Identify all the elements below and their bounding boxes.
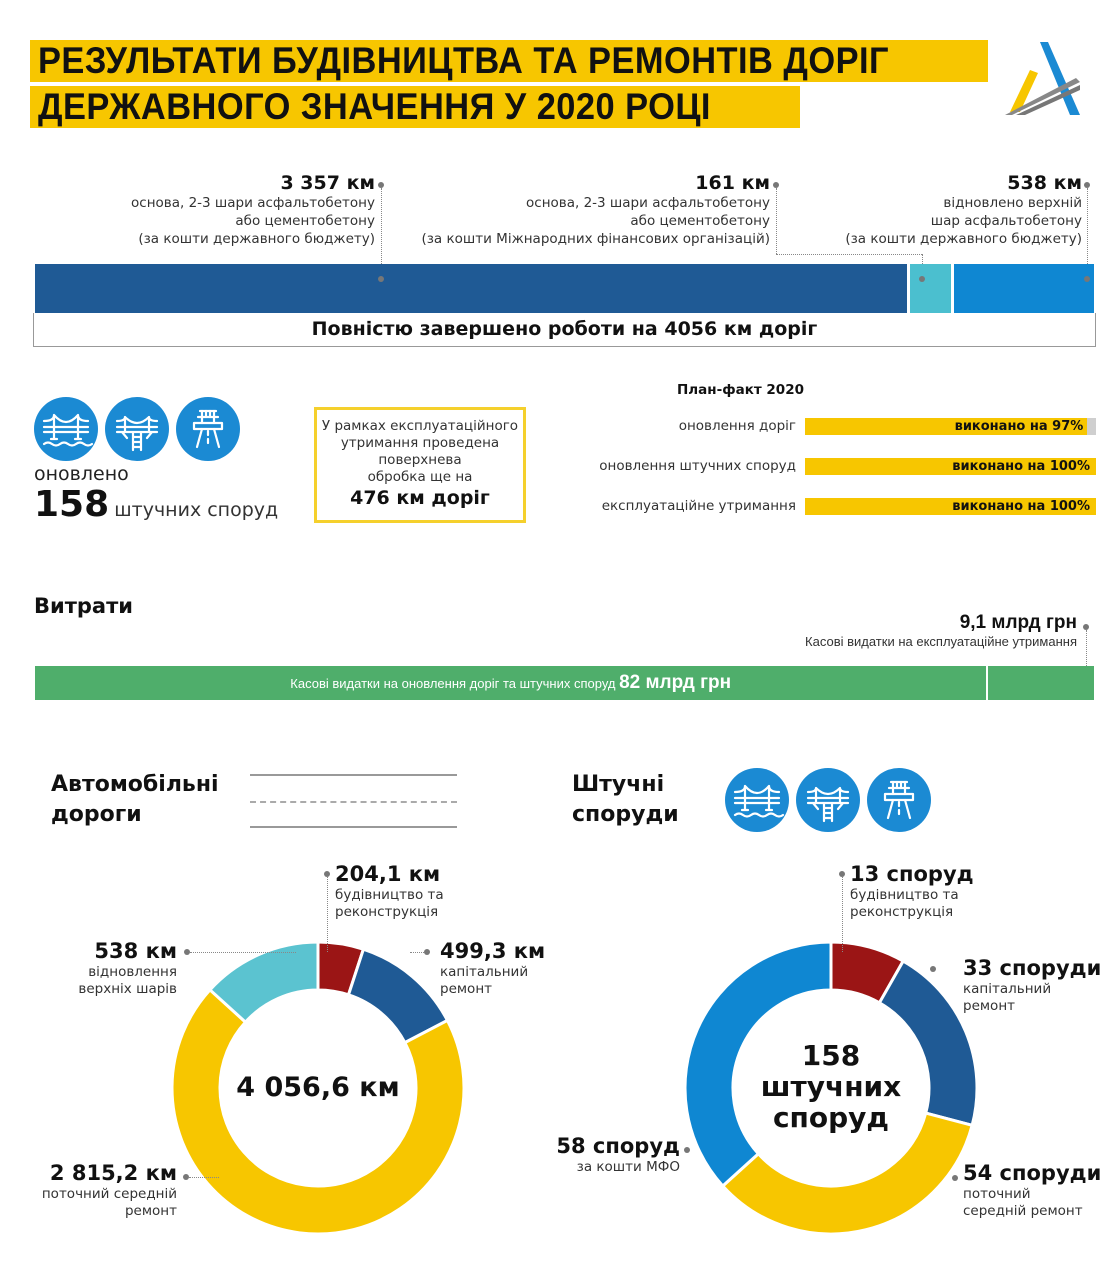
roads-title: Автомобільні дороги [51, 772, 219, 827]
structures-label-construction: 13 споруд будівництво та реконструкція [850, 862, 974, 920]
bar-segment [954, 264, 1094, 313]
page-title-line2: ДЕРЖАВНОГО ЗНАЧЕННЯ У 2020 РОЦІ [38, 86, 711, 127]
expenses-side-value: 9,1 млрд грн [959, 612, 1077, 633]
expenses-side-label [805, 612, 1077, 649]
leader-line [1086, 630, 1087, 666]
roads-label-current: 2 815,2 км поточний середній ремонт [41, 1161, 177, 1219]
plan-fact-value: виконано на 100% [952, 499, 1090, 514]
plan-fact-bar [805, 458, 1096, 475]
overpass-bridge-icon [105, 397, 169, 461]
plan-fact-bar [805, 498, 1096, 515]
expenses-bar-side [988, 666, 1094, 700]
maintenance-info-box: У рамках експлуатаційного утримання проведена поверхнева обробка ще на 476 км доріг [314, 407, 526, 523]
plan-fact-label: оновлення доріг [678, 418, 796, 434]
structures-center-label: 158 штучних споруд [760, 1039, 902, 1134]
maintenance-highlight: 476 км доріг [350, 487, 490, 509]
plan-fact-value: виконано на 100% [952, 459, 1090, 474]
structures-title: Штучні споруди [572, 772, 679, 827]
leader-line [842, 877, 843, 952]
expenses-title: Витрати [34, 594, 133, 618]
plan-fact-value: виконано на 97% [954, 419, 1084, 434]
plan-fact-title: План-факт 2020 [677, 382, 804, 398]
leader-line [776, 254, 922, 255]
highway-icon [176, 397, 240, 461]
segment-label-state-budget: 3 357 км основа, 2-3 шари асфальтобетону або цементобетону (за кошти державного бюджету) [131, 172, 375, 247]
roads-label-capital: 499,3 км капітальний ремонт [440, 939, 546, 997]
plan-fact-label: експлуатаційне утримання [601, 498, 796, 514]
road-decoration-line [250, 774, 457, 776]
bar-segment [35, 264, 907, 313]
leader-line [327, 877, 328, 952]
road-decoration-line [250, 826, 457, 828]
river-bridge-icon [725, 768, 789, 832]
leader-line [410, 952, 424, 953]
structures-label-capital: 33 споруди капітальний ремонт [963, 956, 1102, 1014]
leader-line [776, 188, 777, 254]
segment-dot [378, 276, 384, 282]
ukravtodor-logo-icon [1000, 40, 1080, 120]
total-roads-label: Повністю завершено роботи на 4056 км доріг [33, 313, 1096, 347]
plan-fact-bar [805, 418, 1096, 435]
leader-dot [930, 966, 936, 972]
road-decoration-dashed [250, 801, 457, 803]
overpass-bridge-icon [796, 768, 860, 832]
expenses-side-desc: Касові видатки на експлуатаційне утримання [805, 634, 1077, 649]
leader-dot [424, 949, 430, 955]
structures-label-current: 54 споруди поточний середній ремонт [963, 1161, 1102, 1219]
structures-count [34, 484, 278, 525]
segment-dot [919, 276, 925, 282]
roads-label-top-layers: 538 км відновлення верхніх шарів [78, 939, 177, 997]
roads-label-construction: 204,1 км будівництво та реконструкція [335, 862, 444, 920]
structures-count-suffix: штучних споруд [114, 499, 279, 521]
segment-label-ifi: 161 км основа, 2-3 шари асфальтобетону або цементобетону (за кошти Міжнародних фінансових організацій) [421, 172, 770, 247]
highway-icon [867, 768, 931, 832]
bar-segment [910, 264, 952, 313]
leader-dot [952, 1175, 958, 1181]
structures-count-number: 158 [34, 484, 110, 525]
roads-center-label: 4 056,6 км [236, 1072, 400, 1103]
structures-label-ifi: 58 споруд за кошти МФО [556, 1134, 680, 1175]
leader-line [189, 1177, 219, 1178]
expenses-main-label: Касові видатки на оновлення доріг та штучних споруд 82 млрд грн [290, 672, 732, 693]
segment-label-top-layer: 538 км відновлено верхній шар асфальтобетону (за кошти державного бюджету) [845, 172, 1082, 247]
page-title-line1: РЕЗУЛЬТАТИ БУДІВНИЦТВА ТА РЕМОНТІВ ДОРІГ [38, 40, 890, 81]
segment-dot [1084, 276, 1090, 282]
leader-line [190, 952, 296, 953]
updated-label: оновлено [34, 463, 129, 485]
leader-dot [684, 1147, 690, 1153]
stacked-bar-roads [35, 264, 1094, 313]
plan-fact-label: оновлення штучних споруд [599, 458, 796, 474]
river-bridge-icon [34, 397, 98, 461]
